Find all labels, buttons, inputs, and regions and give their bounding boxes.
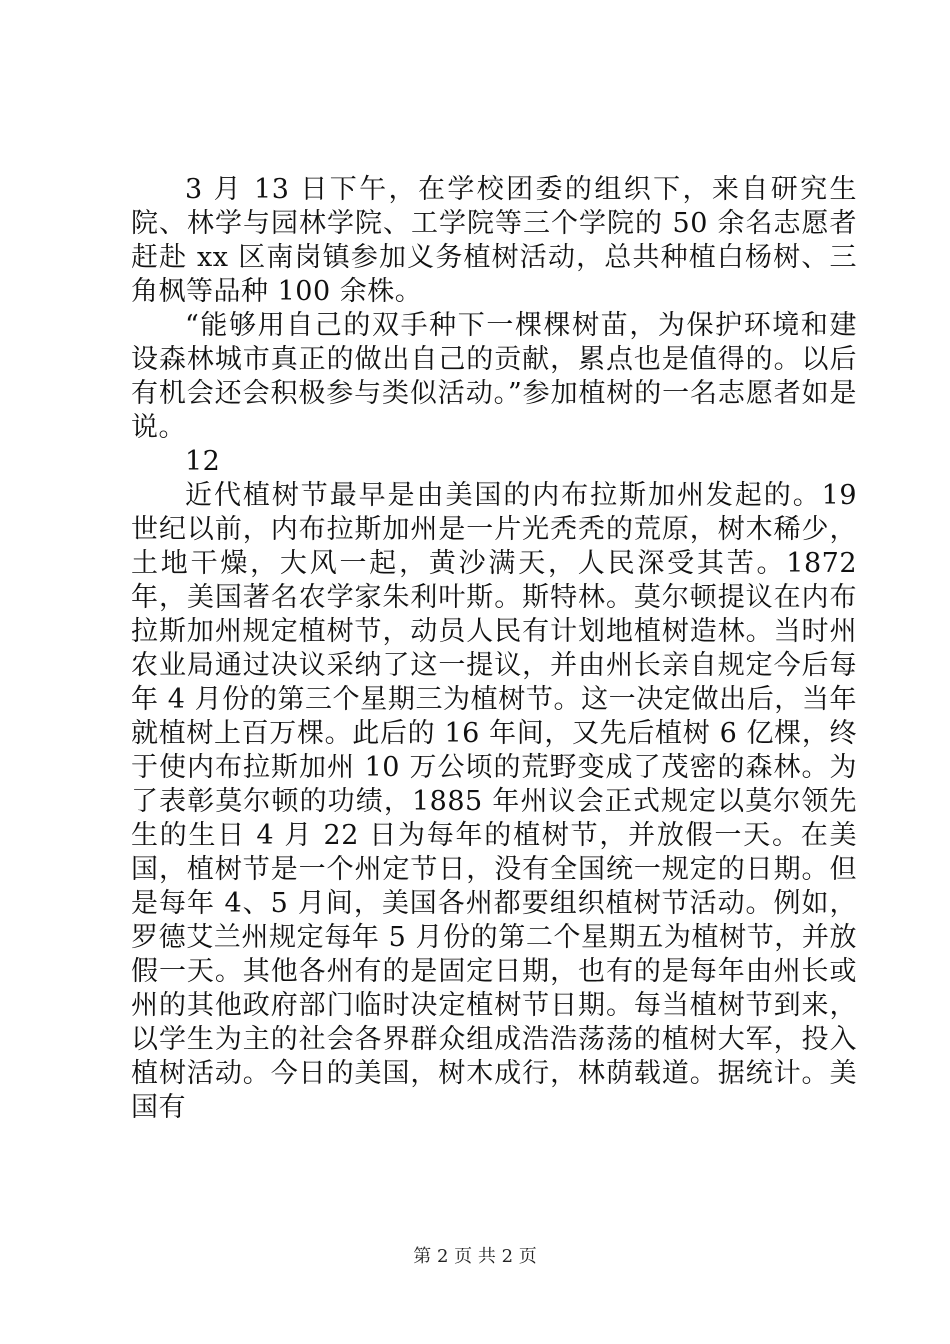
- paragraph-arbor-day-history: 近代植树节最早是由美国的内布拉斯加州发起的。19 世纪以前，内布拉斯加州是一片光秃秃的荒原，树木稀少，土地干燥，大风一起，黄沙满天，人民深受其苦。1872 年，美国著名农学家朱利叶斯。斯特林。莫尔顿提议在内布拉斯加州规定植树节，动员人民有计划地植树造林。当时州农业局通过决议采纳了这一提议，并由州长亲自规定今后每年 4 月份的第三个星期三为植树节。这一决定做出后，当年就植树上百万棵。此后的 16 年间，又先后植树 6 亿棵，终于使内布拉斯加州 10 万公顷的荒野变成了茂密的森林。为了表彰莫尔顿的功绩，1885 年州议会正式规定以莫尔领先生的生日 4 月 22 日为每年的植树节，并放假一天。在美国，植树节是一个州定节日，没有全国统一规定的日期。但是每年 4、5 月间，美国各州都要组织植树节活动。例如，罗德艾兰州规定每年 5 月份的第二个星期五为植树节，并放假一天。其他各州有的是固定日期，也有的是每年由州长或州的其他政府部门临时决定植树节日期。每当植树节到来，以学生为主的社会各界群众组成浩浩荡荡的植树大军，投入植树活动。今日的美国，树木成行，林荫载道。据统计。美国有: [131, 480, 857, 1123]
- page-footer: 第 2 页 共 2 页: [413, 1246, 537, 1267]
- paragraph-number: 12: [185, 446, 221, 477]
- paragraph-volunteer-quote: “能够用自己的双手种下一棵棵树苗，为保护环境和建设森林城市真正的做出自己的贡献，累点也是值得的。以后有机会还会积极参与类似活动。”参加植树的一名志愿者如是说。: [131, 310, 857, 443]
- document-body: [131, 173, 857, 1125]
- paragraph-tree-planting-activity: 3 月 13 日下午，在学校团委的组织下，来自研究生院、林学与园林学院、工学院等三个学院的 50 余名志愿者赶赴 xx 区南岗镇参加义务植树活动，总共种植白杨树、三角枫等品种 100 余株。: [131, 174, 857, 307]
